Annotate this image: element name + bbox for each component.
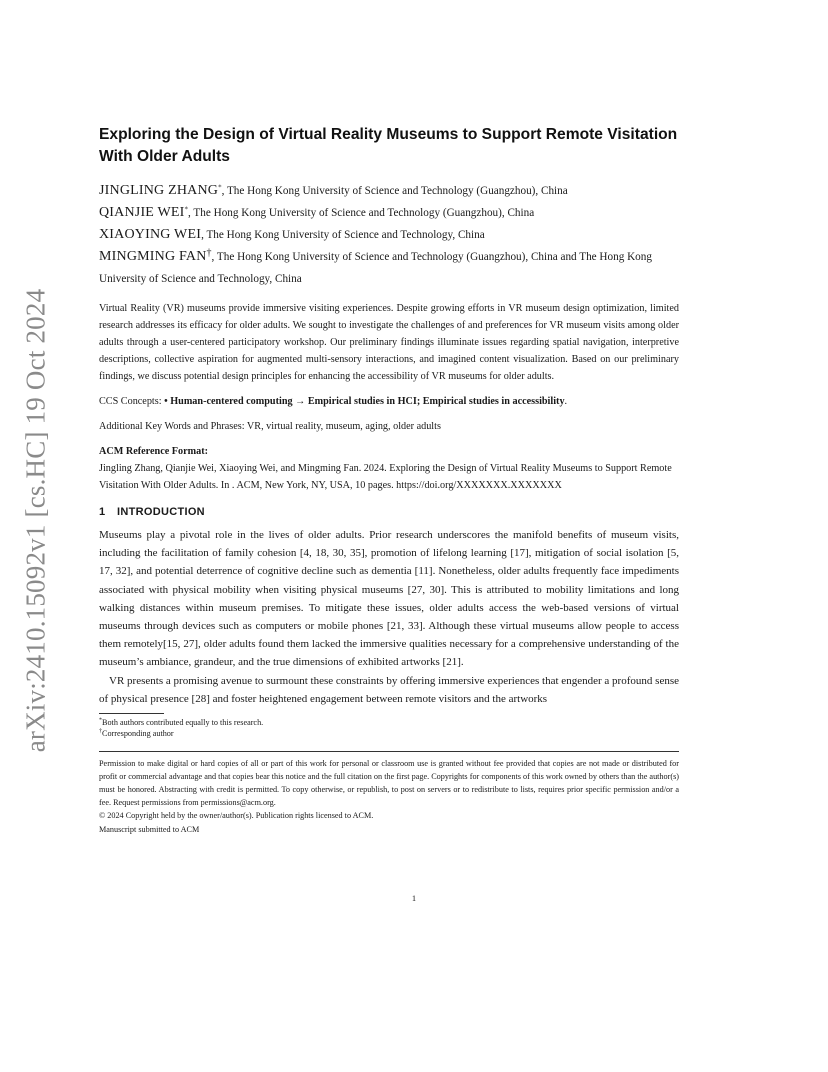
ccs-end: .	[564, 396, 568, 407]
author-affiliation: , The Hong Kong University of Science and Technology (Guangzhou), China	[221, 185, 568, 197]
footnote-mark: †	[99, 728, 102, 735]
paper-title: Exploring the Design of Virtual Reality Museums to Support Remote Visitation With Older Adults	[99, 126, 678, 165]
body-paragraph: VR presents a promising avenue to surmount these constraints by offering immersive experiences that engender a profound sense of physical presence [28] and foster heightened engagement between remote visitors and the artworks	[99, 674, 679, 705]
permission-rule	[99, 751, 679, 752]
author-line	[99, 246, 679, 290]
footnote-rule	[99, 713, 164, 714]
permission-notice: Permission to make digital or hard copies of all or part of this work for personal or classroom use is granted without fee provided that copies are not made or distributed for profit or commercial advantage and that copies bear this notice and the full citation on the first page. Copyrights for components of this work owned by others than the author(s) must be honored. Abstracting with credit is permitted. To copy otherwise, or republish, to post on servers or to redistribute to lists, requires prior specific permission and/or a fee. Request permissions from permissions@acm.org.	[99, 759, 679, 808]
footnote-text: Both authors contributed equally to this research.	[102, 718, 264, 728]
ccs-concepts-text: Human-centered computing → Empirical studies in HCI; Empirical studies in accessibility	[170, 396, 565, 407]
ccs-concepts	[99, 393, 679, 410]
page-number: 1	[411, 893, 417, 903]
author-affiliation: , The Hong Kong University of Science and Technology, China	[201, 229, 485, 241]
author-mark: †	[206, 247, 212, 259]
paper-page	[99, 124, 679, 836]
section-number: 1	[99, 506, 106, 518]
author-name: XIAOYING WEI	[99, 227, 202, 242]
section-title: INTRODUCTION	[117, 506, 205, 518]
abstract: Virtual Reality (VR) museums provide immersive visiting experiences. Despite growing efforts in VR museum design optimization, limited research addresses its efficacy for older adults. We sought to investigate the challenges of and preferences for VR museum visits among older adults through a user-centered participatory workshop. Our preliminary findings illuminate issues regarding spatial navigation, interpretive descriptions, collective aspiration for augmented multi-sensory interactions, and imagined content visualization. Based on our preliminary findings, we discuss potential design principles for enhancing the accessibility of VR museums for older adults.	[99, 303, 679, 382]
author-line	[99, 224, 679, 246]
author-mark: *	[218, 183, 222, 192]
author-mark: *	[184, 205, 189, 214]
author-line	[99, 202, 679, 224]
author-name: JINGLING ZHANG	[99, 183, 219, 198]
manuscript-note: Manuscript submitted to ACM	[99, 824, 200, 834]
ccs-bullet: •	[164, 396, 171, 407]
section-heading	[99, 504, 679, 520]
arxiv-side-identifier	[14, 285, 58, 755]
author-name: MINGMING FAN	[99, 249, 207, 264]
body-paragraph: Museums play a pivotal role in the lives of older adults. Prior research underscores the manifold benefits of museum visits, including the facilitation of family cohesion [4, 18, 30, 35], promotion of lifelong learning [17], mitigation of social isolation [5, 17, 32], and potential deterrence of cognitive decline such as dementia [11]. Nonetheless, older adults frequently face impediments associated with physical mobility when visiting physical museums [27, 30]. This is attributed to mobility limitations and long walking distances within museum premises. To mitigate these issues, older adults access the web-based versions of virtual museums through devices such as computers or mobile phones [21, 33]. Although these virtual museums allow people to access them remotely[15, 27], older adults found them lacked the immersive qualities necessary for a comprehensive understanding of the museum’s ambiance, grandeur, and the true dimensions of exhibited artworks [21].	[99, 529, 679, 669]
ccs-label: CCS Concepts:	[99, 396, 165, 407]
arxiv-identifier-text: arXiv:2410.15092v1 [cs.HC] 19 Oct 2024	[20, 288, 51, 752]
footnote-mark: *	[99, 717, 102, 724]
copyright-notice: © 2024 Copyright held by the owner/author(s). Publication rights licensed to ACM.	[99, 811, 374, 821]
acm-reference-heading: ACM Reference Format:	[99, 446, 208, 457]
author-name: QIANJIE WEI	[99, 205, 185, 220]
keywords: Additional Key Words and Phrases: VR, virtual reality, museum, aging, older adults	[99, 421, 441, 432]
author-affiliation: , The Hong Kong University of Science and Technology (Guangzhou), China and The Hong Kong University of Science and Technology, China	[99, 251, 652, 285]
author-list	[99, 180, 679, 290]
footnote	[99, 728, 679, 739]
footnote-text: Corresponding author	[102, 729, 174, 739]
author-line	[99, 180, 679, 202]
footnote	[99, 717, 679, 728]
acm-reference-text: Jingling Zhang, Qianjie Wei, Xiaoying Wei, and Mingming Fan. 2024. Exploring the Design of Virtual Reality Museums to Support Remote Visitation With Older Adults. In . ACM, New York, NY, USA, 10 pages. https://doi.org/XXXXXXX.XXXXXXX	[99, 463, 672, 491]
author-affiliation: , The Hong Kong University of Science and Technology (Guangzhou), China	[188, 207, 535, 219]
